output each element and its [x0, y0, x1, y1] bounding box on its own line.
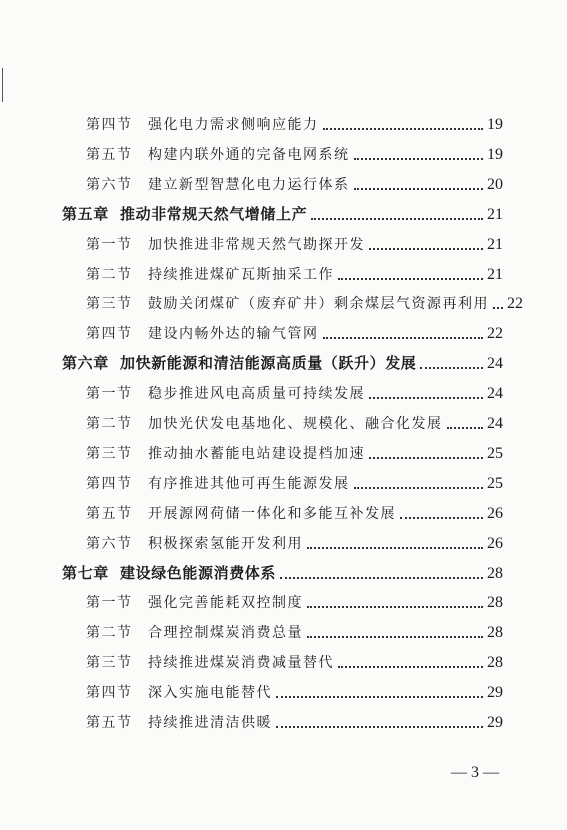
- toc-leader-dots: [420, 366, 483, 369]
- toc-entry-title: 加快推进非常规天然气勘探开发: [148, 237, 365, 253]
- toc-entry-number: 第四节: [86, 117, 133, 133]
- toc-leader-dots: [280, 576, 483, 579]
- toc-leader-dots: [311, 217, 483, 220]
- toc-entry-title: 持续推进煤矿瓦斯抽采工作: [148, 267, 334, 283]
- toc-entry-title: 建设内畅外达的输气管网: [148, 326, 319, 342]
- toc-entry-page: 24: [487, 415, 503, 432]
- toc-leader-dots: [307, 546, 483, 549]
- toc-entry-title: 稳步推进风电高质量可持续发展: [148, 386, 365, 402]
- toc-leader-dots: [307, 605, 483, 608]
- toc-entry-title: 合理控制煤炭消费总量: [148, 625, 303, 641]
- toc-entry-number: 第四节: [86, 326, 133, 342]
- toc-section-entry: [86, 112, 503, 134]
- toc-entry-page: 19: [487, 146, 503, 163]
- toc-section-entry: [86, 441, 503, 463]
- toc-leader-dots: [338, 665, 483, 668]
- toc-entry-page: 28: [487, 654, 503, 671]
- toc-section-entry: [86, 142, 503, 164]
- toc-entry-number: 第二节: [86, 416, 133, 432]
- toc-entry-number: 第五节: [86, 506, 133, 522]
- toc-entry-title: 开展源网荷储一体化和多能互补发展: [148, 506, 396, 522]
- toc-section-entry: [86, 381, 503, 403]
- toc-entry-page: 28: [487, 624, 503, 641]
- toc-entry-page: 24: [487, 355, 503, 372]
- toc-entry-page: 20: [487, 176, 503, 193]
- toc-section-entry: [86, 531, 503, 553]
- toc-entry-number: 第四节: [86, 685, 133, 701]
- toc-section-entry: [86, 172, 503, 194]
- toc-entry-page: 21: [487, 266, 503, 283]
- toc-entry-page: 19: [487, 116, 503, 133]
- toc-entry-title: 建设绿色能源消费体系: [120, 564, 277, 582]
- toc-leader-dots: [354, 157, 484, 160]
- toc-entry-title: 深入实施电能替代: [148, 685, 272, 701]
- toc-entry-number: 第七章: [62, 564, 109, 582]
- toc-entry-page: 22: [507, 295, 523, 312]
- toc-entry-number: 第五节: [86, 715, 133, 731]
- toc-entry-title: 加快新能源和清洁能源高质量（跃升）发展: [120, 354, 417, 372]
- toc-entry-title: 有序推进其他可再生能源发展: [148, 476, 350, 492]
- toc-entry-page: 28: [487, 594, 503, 611]
- toc-leader-dots: [338, 277, 483, 280]
- toc-entry-page: 29: [487, 684, 503, 701]
- toc-entry-title: 强化完善能耗双控制度: [148, 595, 303, 611]
- toc-entry-title: 建立新型智慧化电力运行体系: [148, 177, 350, 193]
- toc-section-entry: [86, 321, 503, 343]
- toc-leader-dots: [369, 396, 483, 399]
- toc-leader-dots: [354, 187, 484, 190]
- toc-entry-title: 推动非常规天然气增储上产: [120, 205, 308, 223]
- toc-entry-number: 第三节: [86, 296, 133, 312]
- toc-entry-number: 第六节: [86, 536, 133, 552]
- toc-entry-number: 第五章: [62, 205, 109, 223]
- toc-leader-dots: [369, 456, 483, 459]
- toc-leader-dots: [447, 426, 484, 429]
- toc-chapter-entry: [62, 351, 503, 373]
- toc-leader-dots: [369, 247, 483, 250]
- toc-entry-number: 第六章: [62, 354, 109, 372]
- toc-entry-title: 鼓励关闭煤矿（废弃矿井）剩余煤层气资源再利用: [148, 296, 489, 312]
- toc-entry-page: 25: [487, 475, 503, 492]
- toc-entry-page: 25: [487, 445, 503, 462]
- toc-entry-number: 第六节: [86, 177, 133, 193]
- toc-section-entry: [86, 650, 503, 672]
- toc-entry-number: 第二节: [86, 625, 133, 641]
- toc-section-entry: [86, 471, 503, 493]
- toc-entry-page: 26: [487, 535, 503, 552]
- toc-leader-dots: [323, 336, 484, 339]
- toc-entry-title: 构建内联外通的完备电网系统: [148, 147, 350, 163]
- toc-section-entry: [86, 291, 523, 313]
- toc-entry-page: 21: [487, 236, 503, 253]
- toc-entry-page: 28: [487, 565, 503, 582]
- toc-entry-title: 强化电力需求侧响应能力: [148, 117, 319, 133]
- toc-entry-number: 第一节: [86, 237, 133, 253]
- toc-leader-dots: [400, 516, 483, 519]
- toc-section-entry: [86, 262, 503, 284]
- toc-section-entry: [86, 590, 503, 612]
- toc-leader-dots: [354, 486, 484, 489]
- toc-leader-dots: [276, 725, 483, 728]
- toc-entry-number: 第五节: [86, 147, 133, 163]
- toc-entry-page: 29: [487, 714, 503, 731]
- toc-entry-page: 22: [487, 325, 503, 342]
- toc-entry-number: 第一节: [86, 386, 133, 402]
- toc-entry-page: 26: [487, 505, 503, 522]
- scan-edge-mark: [2, 68, 3, 102]
- toc-section-entry: [86, 232, 503, 254]
- toc-entry-number: 第三节: [86, 446, 133, 462]
- toc-entry-title: 持续推进煤炭消费减量替代: [148, 655, 334, 671]
- toc-entry-title: 积极探索氢能开发利用: [148, 536, 303, 552]
- page-number: — 3 —: [451, 764, 499, 781]
- toc-leader-dots: [276, 695, 483, 698]
- toc-section-entry: [86, 680, 503, 702]
- toc-entry-number: 第四节: [86, 476, 133, 492]
- toc-section-entry: [86, 620, 503, 642]
- toc-section-entry: [86, 411, 503, 433]
- toc-entry-page: 21: [487, 206, 503, 223]
- toc-section-entry: [86, 710, 503, 732]
- toc-leader-dots: [493, 306, 503, 309]
- toc-entry-title: 加快光伏发电基地化、规模化、融合化发展: [148, 416, 443, 432]
- toc-chapter-entry: [62, 202, 503, 224]
- toc-entry-page: 24: [487, 385, 503, 402]
- toc-entry-number: 第一节: [86, 595, 133, 611]
- toc-entry-number: 第三节: [86, 655, 133, 671]
- toc-entry-number: 第二节: [86, 267, 133, 283]
- toc-chapter-entry: [62, 561, 503, 583]
- toc-leader-dots: [307, 635, 483, 638]
- toc-section-entry: [86, 501, 503, 523]
- toc-entry-title: 推动抽水蓄能电站建设提档加速: [148, 446, 365, 462]
- toc-entry-title: 持续推进清洁供暖: [148, 715, 272, 731]
- toc-leader-dots: [323, 127, 484, 130]
